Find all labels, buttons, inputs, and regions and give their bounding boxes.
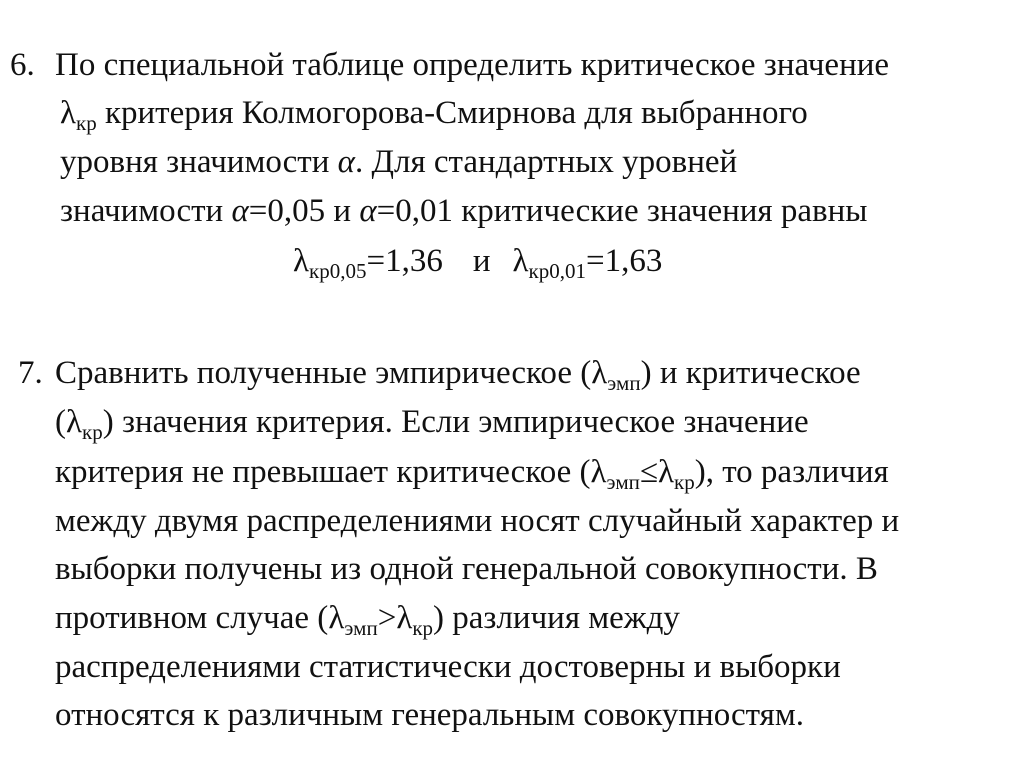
item-7-line-5 [55,549,878,589]
lambda-symbol: λ [328,600,345,636]
item-7-line-1-text-b: ) и критическое [640,355,861,391]
item-6-line-1 [55,45,889,85]
item-6-number: 6. [10,47,35,83]
and-word: и [472,243,491,279]
item-6-line-4 [60,191,867,231]
item-7-line-6 [55,598,680,638]
lambda-subscript: кр0,01 [528,259,586,283]
critical-value-005: =1,36 [366,243,443,279]
item-7-line-7-text: распределениями статистически достоверны и выборки [55,649,841,685]
lambda-symbol: λ [591,355,608,391]
item-7-line-4 [55,501,899,541]
lambda-symbol: λ [66,404,83,440]
item-7-line-8 [55,695,804,735]
greater-symbol: > [377,600,397,636]
lambda-symbol: λ [293,243,310,279]
item-6-line-4-text-b: =0,05 и [248,193,360,229]
item-6-line-2 [60,93,808,133]
item-6-line-4-text-a: значимости [60,193,232,229]
item-7-line-5-text: выборки получены из одной генеральной совокупности. В [55,551,878,587]
item-7-line-7 [55,647,841,687]
lambda-subscript: эмп [607,371,641,395]
item-7-line-2-text-a: ( [55,404,66,440]
lambda-symbol: λ [512,243,529,279]
item-7-line-1-text-a: Сравнить полученные эмпирическое ( [55,355,592,391]
item-7-line-3-text-a: критерия не превышает критическое ( [55,454,591,490]
item-7-line-4-text: между двумя распределениями носят случайный характер и [55,503,900,539]
lambda-subscript: эмп [606,470,640,494]
item-7-line-2 [55,402,809,442]
lambda-subscript: эмп [344,616,378,640]
alpha-symbol: α [359,193,377,229]
lambda-symbol: λ [396,600,413,636]
item-7-line-1 [55,353,861,393]
item-6-line-2-text: критерия Колмогорова-Смирнова для выбранного [96,95,808,131]
lambda-symbol: λ [590,454,607,490]
item-6-line-4-text-c: =0,01 критические значения равны [376,193,868,229]
item-6-line-5 [293,241,662,281]
lambda-subscript: кр [674,470,695,494]
item-7-line-2-text-b: ) значения критерия. Если эмпирическое значение [102,404,809,440]
lambda-subscript: кр [76,111,97,135]
item-7-line-8-text: относятся к различным генеральным совокупностям. [55,697,804,733]
item-7-line-3 [55,452,889,492]
lambda-subscript: кр [412,616,434,640]
alpha-symbol: α [231,193,249,229]
less-equal-symbol: ≤ [639,454,658,490]
item-6-line-3-text-b: . Для стандартных уровней [354,144,738,180]
critical-value-001: =1,63 [585,243,663,279]
item-7-number: 7. [18,355,43,391]
lambda-symbol: λ [60,95,77,131]
alpha-symbol: α [337,144,355,180]
item-6-line-3 [60,142,737,182]
lambda-subscript: кр [82,420,103,444]
item-7-line-6-text-a: противном случае ( [55,600,329,636]
lambda-subscript: кр0,05 [309,259,367,283]
item-6-line-3-text-a: уровня значимости [60,144,338,180]
lambda-symbol: λ [657,454,674,490]
item-7-line-3-text-b: ), то различия [694,454,889,490]
item-6-line-1-text: По специальной таблице определить критическое значение [55,47,890,83]
item-7-line-6-text-b: ) различия между [433,600,680,636]
